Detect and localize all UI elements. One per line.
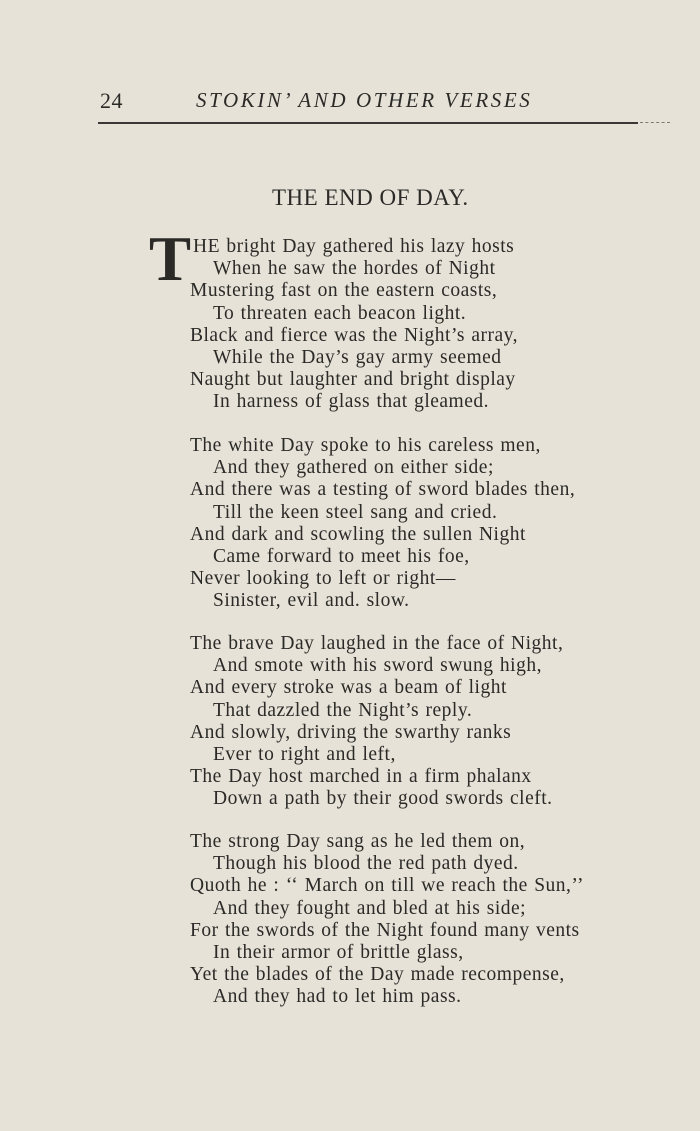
poem-line: The brave Day laughed in the face of Night, bbox=[190, 633, 564, 654]
header-rule-tail bbox=[640, 122, 670, 123]
poem-line: In their armor of brittle glass, bbox=[213, 942, 464, 963]
poem-line: That dazzled the Night’s reply. bbox=[213, 699, 473, 721]
poem-line: Till the keen steel sang and cried. bbox=[213, 501, 498, 523]
poem-line: And they fought and bled at his side; bbox=[213, 897, 527, 919]
running-head bbox=[100, 88, 665, 118]
poem-title: THE END OF DAY. bbox=[272, 185, 469, 210]
poem-line: The white Day spoke to his careless men, bbox=[190, 435, 541, 456]
poem-line: Black and fierce was the Night’s array, bbox=[190, 324, 518, 346]
poem-line: Though his blood the red path dyed. bbox=[213, 853, 519, 875]
poem-line: When he saw the hordes of Night bbox=[213, 258, 496, 280]
poem-line: And they had to let him pass. bbox=[213, 986, 462, 1008]
poem-line: And they gathered on either side; bbox=[213, 457, 494, 479]
header-rule bbox=[98, 122, 638, 124]
poem-line: And every stroke was a beam of light bbox=[190, 677, 507, 699]
poem-line: And slowly, driving the swarthy ranks bbox=[190, 721, 512, 743]
poem-line: To threaten each beacon light. bbox=[213, 302, 467, 324]
poem-line: And there was a testing of sword blades then, bbox=[190, 479, 576, 501]
poem-line: And smote with his sword swung high, bbox=[213, 655, 542, 677]
poem-line: Mustering fast on the eastern coasts, bbox=[190, 280, 498, 302]
poem-line: The Day host marched in a firm phalanx bbox=[190, 766, 532, 788]
poem-line: While the Day’s gay army seemed bbox=[213, 347, 502, 368]
poem-line: Never looking to left or right— bbox=[190, 568, 456, 590]
page-number: 24 bbox=[100, 88, 123, 113]
poem-line: The strong Day sang as he led them on, bbox=[190, 831, 526, 852]
poem-line: Naught but laughter and bright display bbox=[190, 369, 516, 391]
poem-line: For the swords of the Night found many vents bbox=[190, 919, 580, 941]
drop-cap: T bbox=[149, 224, 192, 294]
poem-line: Down a path by their good swords cleft. bbox=[213, 788, 553, 810]
poem-line: Ever to right and left, bbox=[213, 744, 396, 765]
poem-line: HE bright Day gathered his lazy hosts bbox=[193, 236, 515, 257]
running-title: STOKIN’ AND OTHER VERSES bbox=[196, 88, 533, 112]
poem-line: Sinister, evil and. slow. bbox=[213, 590, 410, 612]
poem-line: Quoth he : ‘‘ March on till we reach the Sun,’’ bbox=[190, 875, 584, 897]
poem-line: Came forward to meet his foe, bbox=[213, 546, 470, 567]
poem-line: And dark and scowling the sullen Night bbox=[190, 523, 526, 545]
poem-line: In harness of glass that gleamed. bbox=[213, 391, 490, 413]
poem-line: Yet the blades of the Day made recompense, bbox=[190, 964, 565, 986]
